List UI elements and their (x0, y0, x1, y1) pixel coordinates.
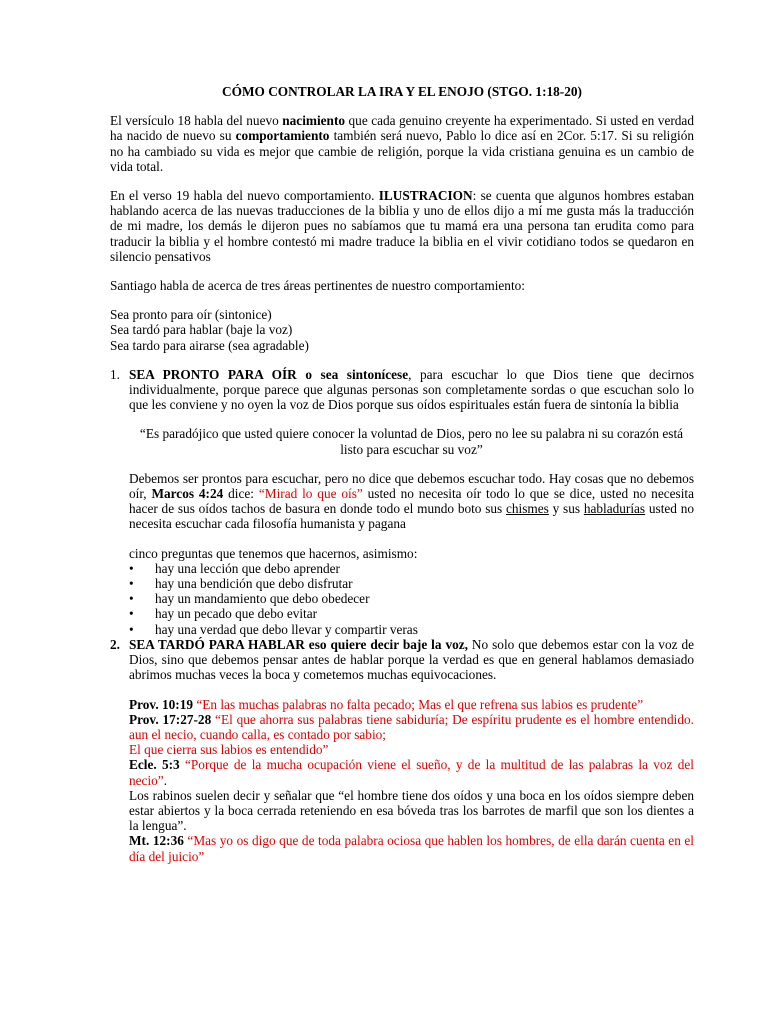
list-item (129, 622, 694, 637)
bold-word-comportamiento: comportamiento (235, 128, 330, 144)
area-item: Sea tardo para airarse (sea agradable) (110, 337, 309, 353)
verse-quote: “Mirad lo que oís” (258, 486, 363, 502)
verse-prov-10-19 (129, 697, 694, 712)
verse-quote: “Mas yo os digo que de toda palabra ociosa que hablen los hombres, de ella darán cuenta en el día del juicio” (129, 833, 694, 864)
questions-intro: cinco preguntas que tenemos que hacernos, asimismo: (129, 545, 418, 561)
list-item-text: hay una lección que debo aprender (155, 560, 340, 576)
text-run: Debemos ser prontos para escuchar, pero no dice que debemos escuchar todo. Hay cosas que no debemos oír, (129, 470, 694, 502)
text-run: dice: (223, 486, 259, 502)
list-item (129, 576, 694, 591)
rabinos-paragraph: Los rabinos suelen decir y señalar que “el hombre tiene dos oídos y una boca en los oídos siempre deben estar abiertos y la boca cerrada reteniendo en esa bóveda tras los barrotes de marfil que son los dientes a la lengua”. (129, 787, 694, 834)
text-run: y sus (548, 501, 584, 517)
text-run: . (163, 772, 168, 788)
paragraph-nacimiento (110, 113, 694, 174)
bold-word-nacimiento: nacimiento (282, 113, 346, 129)
section-2 (110, 637, 694, 864)
bullet-icon: • (129, 606, 134, 622)
area-item: Sea pronto para oír (sintonice) (110, 307, 272, 323)
section-2-intro (129, 637, 694, 683)
area-item: Sea tardó para hablar (baje la voz) (110, 322, 293, 338)
verse-quote: “Porque de la mucha ocupación viene el sueño, y de la multitud de las palabras la voz del necio” (129, 757, 694, 788)
verse-mt-12-36 (129, 833, 694, 863)
section-number: 2. (110, 636, 120, 652)
text-run: usted no necesita escuchar cada filosofía humanista y pagana (129, 501, 695, 532)
verse-reference: Prov. 10:19 (129, 696, 194, 712)
underlined-word-habladurias: habladurías (583, 501, 646, 517)
list-item-text: hay una bendición que debo disfrutar (155, 576, 353, 592)
list-item (129, 561, 694, 576)
text-run: también será nuevo, Pablo lo dice así en 2Cor. 5:17. Si su religión no ha cambiado su vida es mejor que cambie de religión, porque la vida cristiana genuina es un cambio de vida total. (110, 128, 695, 174)
text-run: : se cuenta que algunos hombres estaban hablando acerca de las nuevas traducciones de la biblia y uno de ellos dijo a mí me gusta más la traducción de mi madre, los demás le dijeron pues no sabíamos que tu mamá era una persona tan erudita como para traducir la biblia y el hombre contestó mi madre traduce la biblia en el vivir cotidiano todos se quedaron en silencio pensativos (110, 188, 694, 264)
bullet-icon: • (129, 591, 134, 607)
section-2-heading: SEA TARDÓ PARA HABLAR eso quiere decir baje la voz, (129, 636, 468, 652)
list-item-text: hay un pecado que debo evitar (155, 606, 318, 622)
bullet-icon: • (129, 576, 134, 592)
document-title: CÓMO CONTROLAR LA IRA Y EL ENOJO (STGO. 1:18-20) (222, 84, 582, 99)
text-run: que cada genuino creyente ha experimentado. Si usted en verdad ha nacido de nuevo su (110, 113, 694, 144)
section-1-intro (129, 367, 694, 413)
text-run: El versículo 18 habla del nuevo (110, 113, 283, 129)
paragraph-areas-intro: Santiago habla de acerca de tres áreas pertinentes de nuestro comportamiento: (110, 278, 525, 294)
areas-list (110, 307, 694, 353)
section-number: 1. (110, 366, 120, 382)
verse-reference: Prov. 17:27-28 (129, 711, 212, 727)
paragraph-ilustracion (110, 188, 694, 264)
section-1-paragraph (129, 471, 694, 532)
list-item (129, 606, 694, 621)
questions-list (129, 561, 694, 637)
list-item-text: hay un mandamiento que debo obedecer (155, 591, 370, 607)
verse-ecle-5-3 (129, 757, 694, 787)
bold-word-ilustracion: ILUSTRACION (378, 188, 473, 204)
verse-reference: Ecle. 5:3 (129, 757, 180, 773)
verse-quote: “El que ahorra sus palabras tiene sabiduría; De espíritu prudente es el hombre entendido. aun el necio, cuando calla, es contado por sabio; (129, 711, 694, 742)
bullet-icon: • (129, 621, 134, 637)
verse-prov-17-27 (129, 712, 694, 742)
text-run: En el verso 19 habla del nuevo comportamiento. (110, 188, 379, 204)
section-1-quote: “Es paradójico que usted quiere conocer la voluntad de Dios, pero no lee su palabra ni su corazón está listo para escuchar su voz” (139, 426, 684, 457)
section-1-heading: SEA PRONTO PARA OÍR o sea sintonícese (129, 366, 409, 382)
verse-reference: Marcos 4:24 (151, 486, 224, 502)
text-run: No solo que debemos estar con la voz de Dios, sino que debemos pensar antes de hablar porque la verdad es que en general hablamos demasiado abrimos muchas veces la boca y cometemos muchas equivocaciones. (129, 636, 694, 683)
section-1 (110, 367, 694, 637)
verse-prov-17-28-line: El que cierra sus labios es entendido” (129, 742, 329, 758)
text-run: , para escuchar lo que Dios tiene que decirnos individualmente, porque parece que algunas personas son completamente sordas o que escuchan solo lo que les conviene y no oyen la voz de Dios porque sus oídos espirituales están fuera de sintonía la biblia (129, 366, 694, 413)
list-item-text: hay una verdad que debo llevar y compartir veras (155, 621, 418, 637)
verse-quote: “En las muchas palabras no falta pecado; Mas el que refrena sus labios es prudente” (193, 696, 644, 712)
verse-reference: Mt. 12:36 (129, 833, 184, 849)
underlined-word-chismes: chismes (506, 501, 549, 517)
list-item (129, 591, 694, 606)
bullet-icon: • (129, 560, 134, 576)
text-run: usted no necesita oír todo lo que se dice, usted no necesita hacer de sus oídos tachos de basura en donde todo el mundo boto sus (129, 486, 694, 517)
